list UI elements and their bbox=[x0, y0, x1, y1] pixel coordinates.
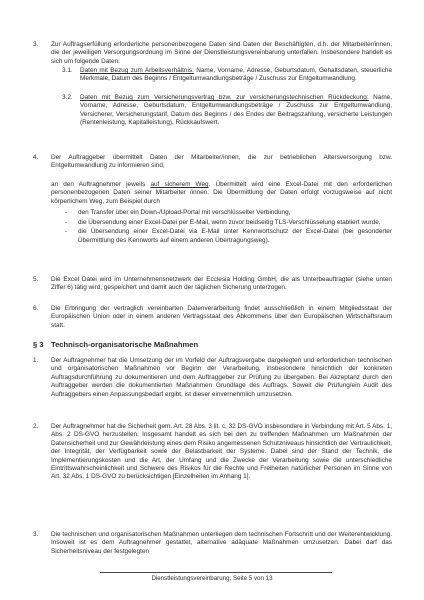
item-number: 3. bbox=[33, 531, 39, 538]
item-5-text: Die Excel Datei wird im Unternehmensnetzwerk der Ecclesia Holding GmbH, die als Unterbeauftragter (siehe unten Ziffer 6) tätig wird, gespeichert und damit auch der täglichen Sicherung unterzogen. bbox=[51, 276, 392, 292]
subitem-3-2-label: Daten mit Bezug zum Versicherungsvertrag bzw. zur versicherungstechnischen Rückdeckung: bbox=[80, 94, 369, 101]
item-number: 2. bbox=[33, 423, 39, 430]
item-number: 5. bbox=[33, 276, 39, 283]
section-item-2-text: Der Auftragnehmer hat die Sicherheit gem. Art. 28 Abs. 3 lit. c, 32 DS-GVO insbesondere in Verbindung mit Art. 5 Abs. 1, Abs. 2 DS-GVO herzustellen. Insgesamt handelt es sich bei den zu treffenden Maßnahmen um Maßnahmen der Datensicherheit und zur Gewährleistung eines dem Risiko angemessenen Schutzniveaus hinsichtlich der Vertraulichkeit, der Integrität, der Verfügbarkeit sowie der Belastbarkeit der Systeme. Dabei sind der Stand der Technik, die Implementierungskosten und die Art, der Umfang und die Zwecke der Verarbeitung sowie die unterschiedliche Eintrittswahrscheinlichkeit und Schwere des Risikos für die Rechte und Freiheiten natürlicher Personen im Sinne von Art. 32 Abs. 1 DS-GVO zu berücksichtigen [Einzelheiten im Anhang 1]. bbox=[51, 423, 393, 481]
item-4-bullets bbox=[62, 209, 392, 246]
subitem-3-2-text: Name, Vorname, Adresse, Geburtsdatum, Entgeltumwandlungsbeträge / Zuschuss zur Entgeltumwandlung, Versicherer, Versicherungstarif, Datum des Beginns / des Endes der Beitragszahlung, versicherte Leistungen (Rentenleistung, Kapitalleistung), Rückkaufswert. bbox=[80, 94, 392, 127]
section-title: Technisch-organisatorische Maßnahmen bbox=[51, 340, 199, 349]
transfer-methods-list bbox=[62, 209, 392, 245]
item-number: 6. bbox=[33, 305, 39, 312]
item-number: 1. bbox=[33, 357, 39, 364]
page-footer: Dienstleistungsvereinbarung, Seite 5 von 13 bbox=[151, 575, 273, 582]
subitem-number: 3.2. bbox=[62, 94, 73, 101]
list-item: - die Übersendung einer Excel-Datei via E-Mail unter Kennwortschutz der Excel-Datei (bei gesonderter Übermittlung des Kennworts auf einem anderen Übertragungsweg). bbox=[62, 228, 392, 245]
footer-divider bbox=[100, 572, 332, 573]
subitem-3-1 bbox=[80, 67, 392, 84]
subitem-number: 3.1. bbox=[62, 67, 73, 74]
subitem-3-1-text: Name, Vorname, Adresse, Geburtsdatum, Gehaltsdaten, steuerliche Merkmale, Datum des Beginns / Entgeltumwandlungsbeträge / Zuschuss zur Entgeltumwandlung. bbox=[80, 67, 392, 83]
item-number: 3. bbox=[33, 41, 39, 48]
item-4-text: Der Auftraggeber übermittelt Daten der Mitarbeiter/innen, die zur betrieblichen Altersversorgung bzw. Entgeltumwandlung zu informieren sind, bbox=[51, 154, 392, 170]
item-number: 4. bbox=[33, 154, 39, 161]
item-4-text-post: . Übermittelt wird eine Excel-Datei mit den erforderlichen personenbezogenen Daten seiner Mitarbeiter /innen. Die Übermittlung der Daten erfolgt vorzugsweise auf nicht körperlichem Weg, zum Beispiel durch bbox=[51, 181, 392, 205]
item-4-text-cont bbox=[51, 181, 392, 206]
item-3-text: Zur Auftragserfüllung erforderliche personenbezogene Daten sind Daten der Beschäftigten, d.h. der Mitarbeiter/innen, die der jeweiligen Versorgungsordnung im Sinne der Dienstleistungsvereinbarung unterfallen. Insbesondere handelt es sich um folgende Daten: bbox=[51, 41, 392, 65]
section-item-1-text: Der Auftragnehmer hat die Umsetzung der im Vorfeld der Auftragsvergabe dargelegten und erforderlichen technischen und organisatorischen Maßnahmen vor Beginn der Verarbeitung, insbesondere hinsichtlich der konkreten Auftragsdurchführung zu dokumentieren und dem Auftraggeber zur Prüfung zu übergeben. Bei Akzeptanz durch den Auftraggeber werden die dokumentierten Maßnahmen Grundlage des Auftrags. Soweit die Prüfung/ein Audit des Auftraggebers einen Anpassungsbedarf ergibt, ist dieser einvernehmlich umzusetzen. bbox=[51, 357, 392, 398]
subitem-3-2 bbox=[80, 94, 392, 128]
subitem-3-1-label: Daten mit Bezug zum Arbeitsverhältnis: bbox=[80, 67, 194, 74]
list-item: - den Transfer über ein Down-/Upload-Portal mit verschlüsselter Verbindung, bbox=[62, 209, 392, 217]
section-number: § 3 bbox=[33, 340, 44, 349]
item-4-text-underlined: auf sicherem Weg bbox=[150, 181, 209, 188]
section-heading bbox=[33, 340, 198, 349]
list-item: - die Übersendung einer Excel-Datei per E-Mail, wenn zuvor beidseitig TLS-Verschlüsselung etabliert wurde, bbox=[62, 219, 392, 227]
item-6-text: Die Erbringung der vertraglich vereinbarten Datenverarbeitung findet ausschließlich in einem Mitgliedsstaat der Europäischen Union oder in einem anderen Vertragsstaat des Abkommens über den Europäischen Wirtschaftsraum statt. bbox=[51, 305, 392, 329]
item-4-text-pre: an den Auftragnehmer jeweils bbox=[51, 181, 151, 188]
section-item-3-text: Die technischen und organisatorischen Maßnahmen unterliegen dem technischen Fortschritt und der Weiterentwicklung. Insoweit ist es dem Auftragnehmer gestattet, alternative adäquate Maßnahmen umzusetzen. Dabei darf das Sicherheitsniveau der festgelegten bbox=[51, 531, 392, 555]
